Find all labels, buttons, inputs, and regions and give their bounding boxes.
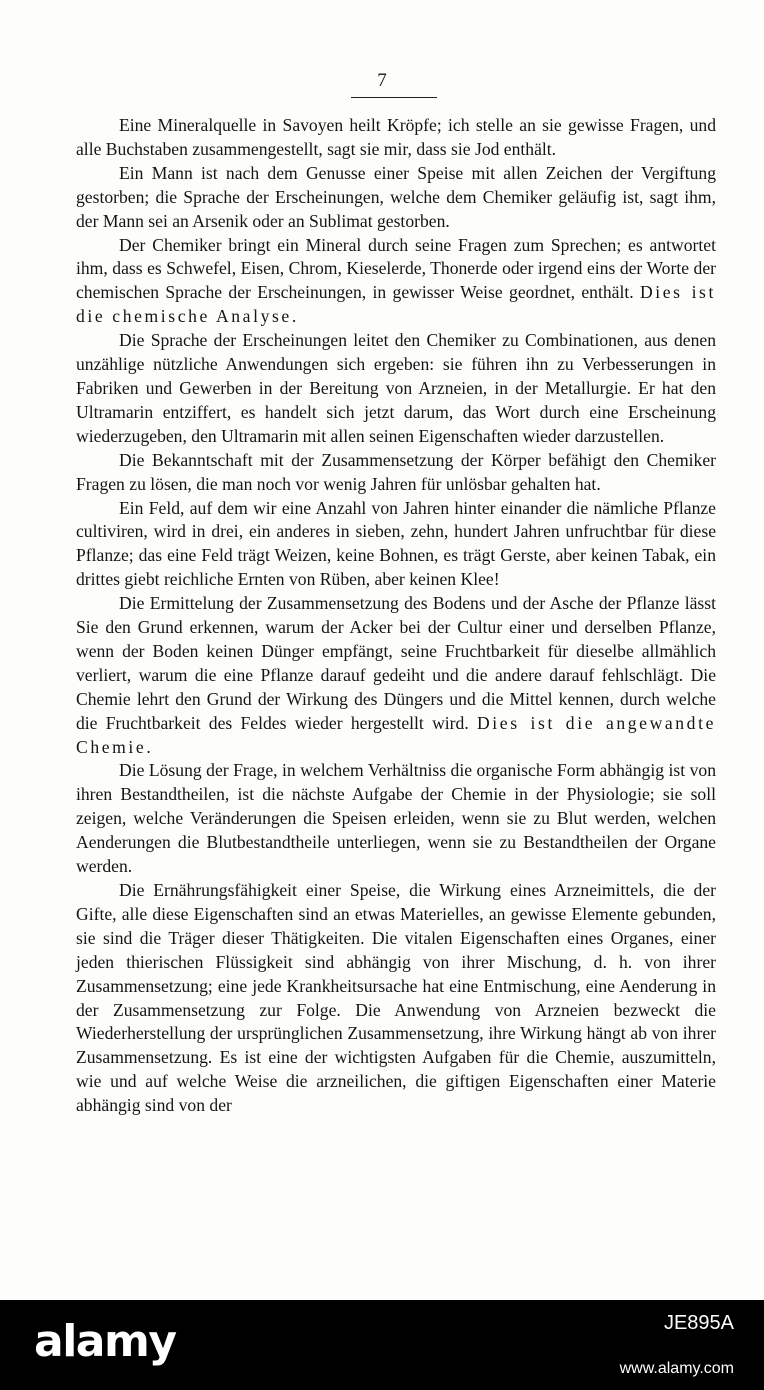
- watermark-url: www.alamy.com: [619, 1360, 734, 1377]
- emphasis-chemical-analysis: Dies ist die chemische Analyse.: [76, 282, 716, 327]
- image-code: JE895A: [663, 1312, 734, 1334]
- paragraph-7: Die Ermittelung der Zusammensetzung des Bodens und der Asche der Pflanze lässt Sie den Grund erkennen, warum der Acker bei der Cultur einer und derselben Pflanze, wenn der Boden keinen Dünger empfängt, seine Fruchtbarkeit für dieselbe allmählich verliert, warum die eine Pflanze darauf gedeiht und die andere darauf fehlschlägt. Die Chemie lehrt den Grund der Wirkung des Düngers und die Mittel kennen, durch welche die Fruchtbarkeit des Feldes wieder hergestellt wird. Dies ist die angewandte Chemie.: [76, 593, 716, 757]
- page-number: 7: [377, 70, 387, 91]
- page-number-rule: [351, 97, 437, 98]
- alamy-logo: alamy: [34, 1316, 176, 1367]
- paragraph-9: Die Ernährungsfähigkeit einer Speise, die Wirkung eines Arzneimittels, die der Gifte, alle diese Eigenschaften sind an etwas Materielles, an gewisse Elemente gebunden, sie sind die Träger dieser Thätigkeiten. Die vitalen Eigenschaften eines Organes, einer jeden thierischen Flüssigkeit sind abhängig von ihrer Mischung, d. h. von ihrer Zusammensetzung; eine jede Krankheitsursache hat eine Entmischung, eine Aenderung in der Zusammensetzung zur Folge. Die Anwendung von Arzneien bezweckt die Wiederherstellung der ursprünglichen Zusammensetzung, ihre Wirkung hängt ab von ihrer Zusammensetzung. Es ist eine der wichtigsten Aufgaben für die Chemie, auszumitteln, wie und auf welche Weise die arzneilichen, die giftigen Eigenschaften einer Materie abhängig sind von der: [76, 880, 716, 1116]
- paragraph-6: Ein Feld, auf dem wir eine Anzahl von Jahren hinter einander die nämliche Pflanze cultiviren, wird in drei, ein anderes in sieben, zehn, hundert Jahren unfruchtbar für diese Pflanze; das eine Feld trägt Weizen, keine Bohnen, es trägt Gerste, aber keinen Tabak, ein drittes giebt reichliche Ernten von Rüben, aber keinen Klee!: [76, 497, 716, 590]
- paragraph-8: Die Lösung der Frage, in welchem Verhältniss die organische Form abhängig ist von ihren Bestandtheilen, ist die nächste Aufgabe der Chemie in der Physiologie; sie soll zeigen, welche Veränderungen die Speisen erleiden, wenn sie zu Blut werden, welchen Aenderungen die Blutbestandtheile unterliegen, wenn sie zu Bestandtheilen der Organe werden.: [76, 760, 716, 877]
- body-text: [76, 114, 716, 1118]
- paragraph-4: Die Sprache der Erscheinungen leitet den Chemiker zu Combinationen, aus denen unzählige nützliche Anwendungen sich ergeben: sie führen ihn zu Verbesserungen in Fabriken und Gewerben in der Bereitung von Arzneien, in der Metallurgie. Er hat den Ultramarin entziffert, es handelt sich jetzt darum, das Wort durch eine Erscheinung wiederzugeben, den Ultramarin mit allen seinen Eigenschaften wieder darzustellen.: [76, 330, 716, 446]
- paragraph-2: Ein Mann ist nach dem Genusse einer Speise mit allen Zeichen der Vergiftung gestorben; die Sprache der Erscheinungen, welche dem Chemiker geläufig ist, sagt ihm, der Mann sei an Arsenik oder an Sublimat gestorben.: [76, 162, 716, 231]
- paragraph-1: Eine Mineralquelle in Savoyen heilt Kröpfe; ich stelle an sie gewisse Fragen, und alle Buchstaben zusammengestellt, sagt sie mir, dass sie Jod enthält.: [76, 115, 716, 159]
- emphasis-applied-chemistry: Dies ist die angewandte Chemie.: [76, 712, 716, 757]
- paragraph-3: Der Chemiker bringt ein Mineral durch seine Fragen zum Sprechen; es antwortet ihm, dass es Schwefel, Eisen, Chrom, Kieselerde, Thonerde oder irgend eins der Worte der chemischen Sprache der Erscheinungen, in gewisser Weise geordnet, enthält. Dies ist die chemische Analyse.: [76, 234, 716, 327]
- watermark-footer: [0, 1300, 764, 1390]
- paragraph-5: Die Bekanntschaft mit der Zusammensetzung der Körper befähigt den Chemiker Fragen zu lösen, die man noch vor wenig Jahren für unlösbar gehalten hat.: [76, 449, 716, 494]
